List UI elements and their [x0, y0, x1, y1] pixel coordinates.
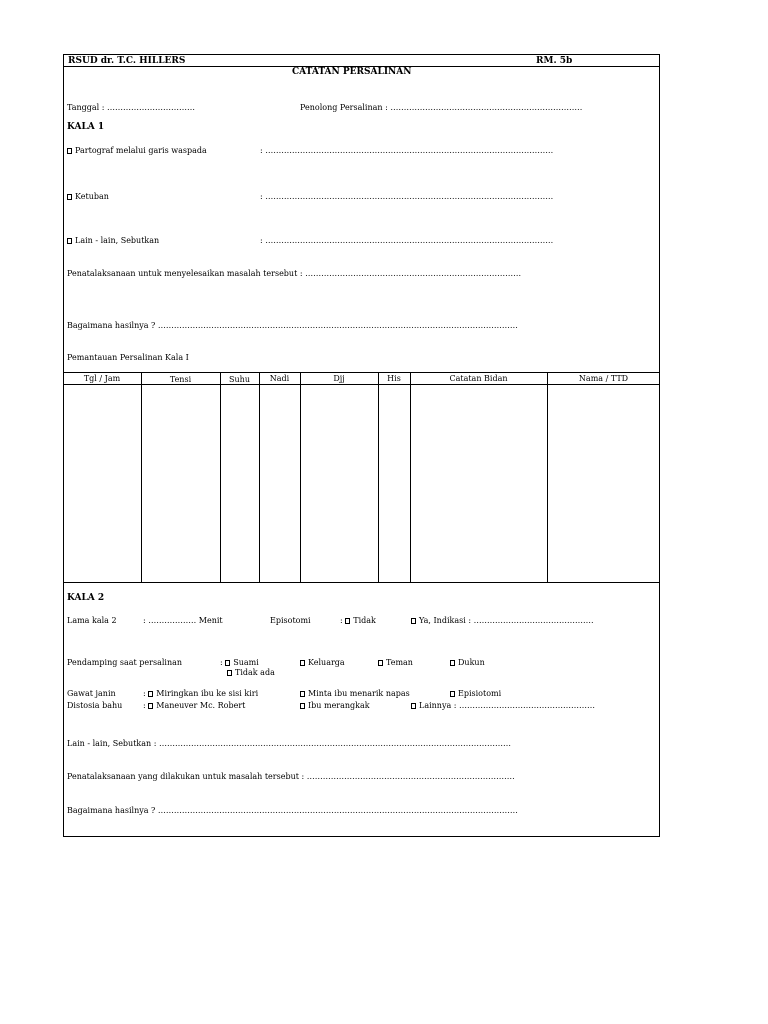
checkbox-icon[interactable] [67, 238, 72, 244]
pendamping-label: Pendamping saat persalinan [67, 658, 183, 667]
checkbox-icon[interactable] [225, 660, 230, 666]
table-col-divider [220, 372, 221, 582]
checkbox-icon[interactable] [148, 703, 153, 709]
pendamping-teman[interactable]: Teman [378, 658, 413, 667]
episotomi-ya[interactable]: Ya, Indikasi : ……………………………………… [411, 616, 594, 625]
col-header-tgl: Tgl / Jam [83, 374, 121, 383]
checkbox-icon[interactable] [67, 148, 72, 154]
checkbox-icon[interactable] [450, 691, 455, 697]
pendamping-dukun[interactable]: Dukun [450, 658, 485, 667]
checkbox-icon[interactable] [300, 691, 305, 697]
lain-dots[interactable]: : ……………………………………………………………………………………………… [260, 236, 554, 245]
lama-kala2-label: Lama kala 2 [67, 616, 117, 625]
gawat-opt-napas[interactable]: Minta ibu menarik napas [300, 689, 410, 698]
kala2-hasil[interactable]: Bagaimana hasilnya ? ……………………………………………………………………………………………………………………… [67, 806, 518, 815]
checkbox-icon[interactable] [227, 670, 232, 676]
col-header-catatan: Catatan Bidan [449, 374, 508, 383]
col-header-tensi: Tensi [169, 375, 192, 384]
page-title: CATATAN PERSALINAN [292, 67, 412, 77]
table-col-divider [547, 372, 548, 582]
col-header-nama: Nama / TTD [578, 374, 629, 383]
pemantauan-label: Pemantauan Persalinan Kala I [67, 353, 189, 362]
tanggal-field[interactable]: Tanggal : …………………………… [67, 103, 195, 112]
table-col-divider [259, 372, 260, 582]
col-header-his: His [387, 374, 401, 383]
checkbox-icon[interactable] [300, 703, 305, 709]
pendamping-suami[interactable]: : Suami [220, 658, 259, 667]
table-top-border [63, 372, 660, 373]
table-header-border [63, 384, 660, 385]
ketuban-dots[interactable]: : ……………………………………………………………………………………………… [260, 192, 554, 201]
form-border [63, 54, 660, 837]
kala1-hasil[interactable]: Bagaimana hasilnya ? ……………………………………………………………………………………………………………………… [67, 321, 518, 330]
partograf-row[interactable]: Partograf melalui garis waspada [67, 146, 207, 155]
partograf-dots[interactable]: : ……………………………………………………………………………………………… [260, 146, 554, 155]
kala1-heading: KALA 1 [67, 122, 105, 132]
distosia-opt-mcrobert[interactable]: : Maneuver Mc. Robert [143, 701, 246, 710]
checkbox-icon[interactable] [411, 618, 416, 624]
col-header-nadi: Nadi [269, 374, 290, 383]
checkbox-icon[interactable] [67, 194, 72, 200]
checkbox-icon[interactable] [345, 618, 350, 624]
table-bottom-border [63, 582, 660, 583]
lama-kala2-field[interactable]: : ……………… Menit [143, 616, 223, 625]
hospital-name: RSUD dr. T.C. HILLERS [68, 56, 186, 66]
penolong-field[interactable]: Penolong Persalinan : ……………………………………………………………… [300, 103, 583, 112]
kala2-penatalaksanaan[interactable]: Penatalaksanaan yang dilakukan untuk masalah tersebut : …………………………………………………………………… [67, 772, 515, 781]
lain-row[interactable]: Lain - lain, Sebutkan [67, 236, 159, 245]
distosia-label: Distosia bahu [67, 701, 123, 710]
table-col-divider [141, 372, 142, 582]
col-header-djj: Djj [333, 374, 345, 383]
kala2-lain-field[interactable]: Lain - lain, Sebutkan : …………………………………………………………………………………………………………………… [67, 739, 511, 748]
gawat-janin-label: Gawat janin [67, 689, 116, 698]
distosia-opt-merangkak[interactable]: Ibu merangkak [300, 701, 370, 710]
rm-code: RM. 5b [536, 56, 573, 66]
episotomi-label: Episotomi [270, 616, 311, 625]
col-header-suhu: Suhu [229, 375, 250, 384]
table-col-divider [300, 372, 301, 582]
checkbox-icon[interactable] [411, 703, 416, 709]
table-col-divider [410, 372, 411, 582]
pendamping-tidak-ada[interactable]: Tidak ada [227, 668, 275, 677]
checkbox-icon[interactable] [378, 660, 383, 666]
ketuban-row[interactable]: Ketuban [67, 192, 109, 201]
checkbox-icon[interactable] [148, 691, 153, 697]
pendamping-keluarga[interactable]: Keluarga [300, 658, 345, 667]
checkbox-icon[interactable] [450, 660, 455, 666]
episotomi-tidak[interactable]: : Tidak [340, 616, 376, 625]
gawat-opt-miringkan[interactable]: : Miringkan ibu ke sisi kiri [143, 689, 259, 698]
gawat-opt-episiotomi[interactable]: Episiotomi [450, 689, 501, 698]
checkbox-icon[interactable] [300, 660, 305, 666]
kala1-penatalaksanaan[interactable]: Penatalaksanaan untuk menyelesaikan masalah tersebut : ……………………………………………………………………… [67, 269, 522, 278]
kala2-heading: KALA 2 [67, 593, 105, 603]
table-col-divider [378, 372, 379, 582]
distosia-opt-lainnya[interactable]: Lainnya : …………………………………………… [411, 701, 595, 710]
